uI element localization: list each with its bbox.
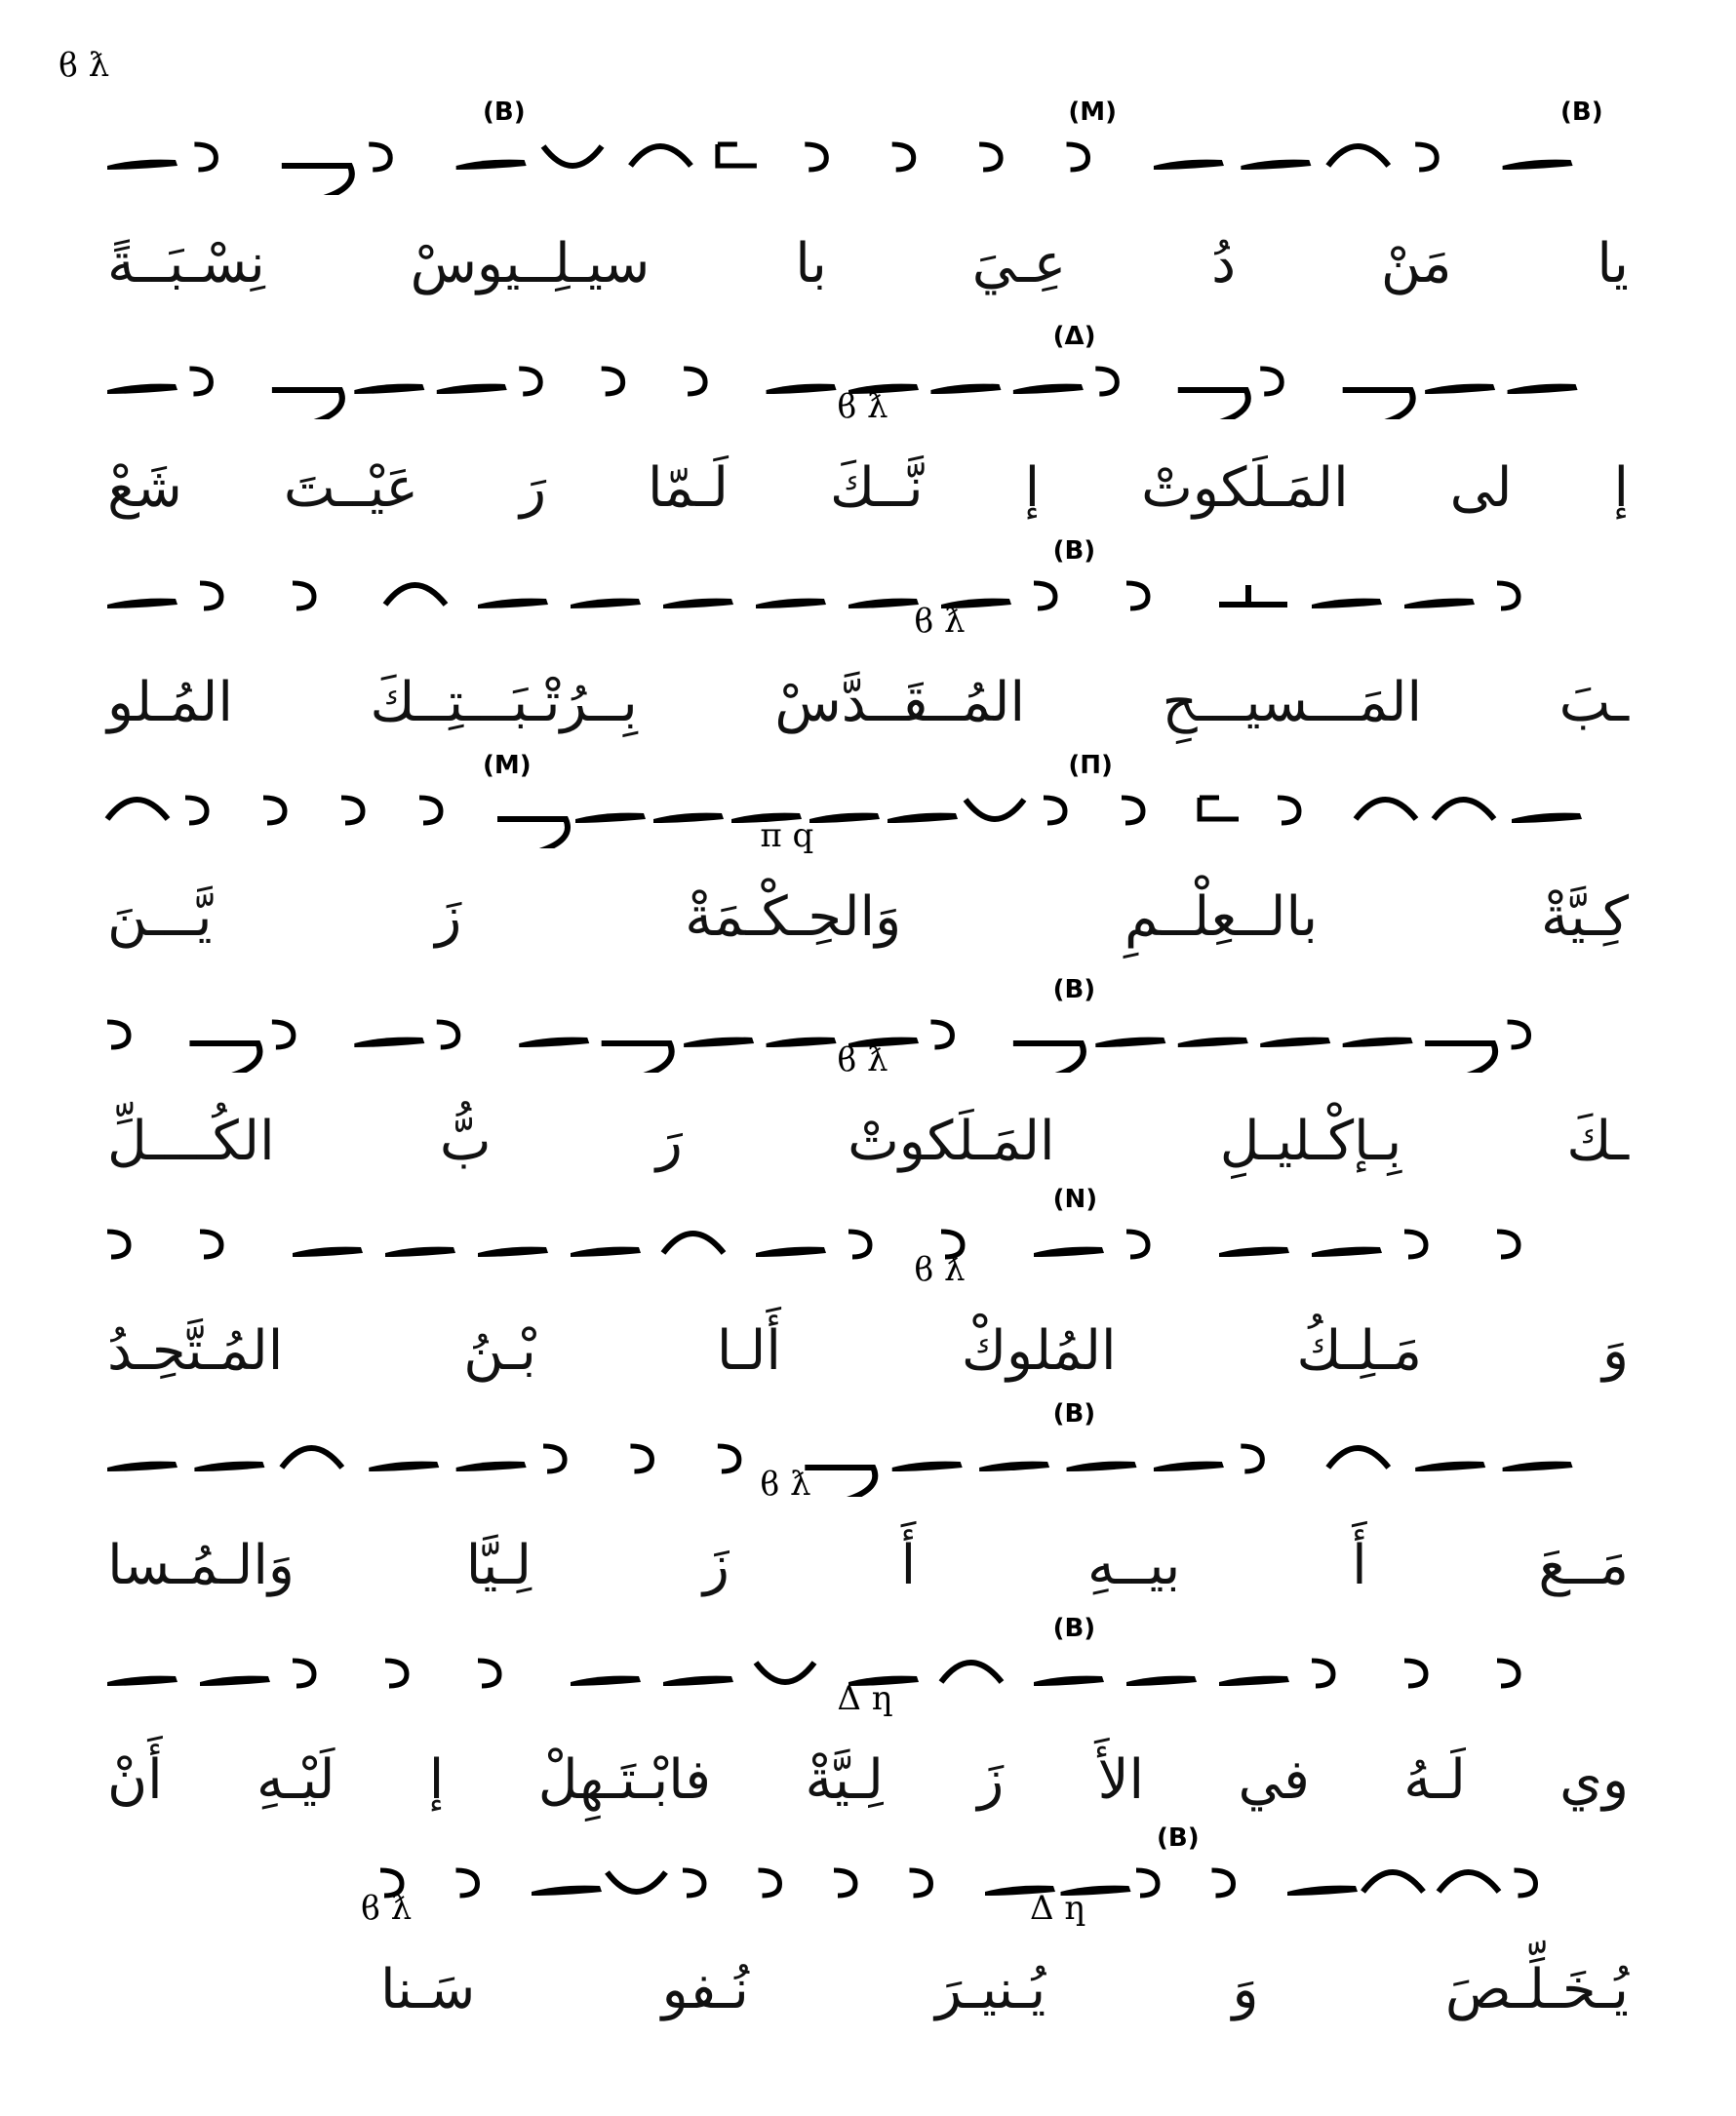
apostrophos-neume bbox=[1136, 1870, 1158, 1896]
apostrophos-neume bbox=[1508, 1022, 1529, 1047]
oligon-neume bbox=[571, 599, 641, 608]
lyric-syllable: وَ bbox=[1232, 1957, 1259, 2021]
apostrophos-neume bbox=[718, 1446, 739, 1471]
oligon-neume bbox=[1178, 1038, 1248, 1047]
chant-line bbox=[59, 20, 1638, 295]
apostrophos-neume bbox=[805, 144, 826, 170]
lyric-syllable: يُـخَـلِّـصَ bbox=[1444, 1957, 1629, 2021]
lyric-syllable: ـبَ bbox=[1558, 670, 1629, 734]
oligon-neume bbox=[663, 1676, 733, 1686]
oligon-neume bbox=[1013, 384, 1084, 394]
chant-line bbox=[98, 455, 1638, 734]
apostrophos-neume bbox=[200, 583, 221, 608]
lyric-syllable: لِـيَّا bbox=[465, 1533, 533, 1597]
petasti-neume bbox=[497, 819, 568, 848]
lyric-syllable: أَ bbox=[900, 1533, 917, 1597]
lyric-syllable: وَ bbox=[1601, 1318, 1629, 1383]
fthora-sign: π q bbox=[760, 816, 814, 855]
oligon-neume bbox=[385, 1247, 455, 1257]
oligon-neume bbox=[1287, 1886, 1358, 1896]
lyric-syllable: زَ bbox=[977, 1747, 1005, 1812]
lyric-syllable: بِــرُتْـبَـــتِــكَ bbox=[370, 670, 638, 734]
oligon-neume bbox=[767, 384, 837, 394]
apostrophos-neume bbox=[272, 1022, 294, 1047]
kentimata-neume bbox=[1439, 1872, 1499, 1892]
apostrophos-neume bbox=[341, 798, 363, 823]
fthora-sign: ϐ ƛ bbox=[914, 1250, 966, 1289]
lyric-syllable: أَنْ bbox=[107, 1747, 163, 1812]
oligon-neume bbox=[437, 384, 507, 394]
oligon-neume bbox=[1503, 160, 1573, 170]
oligon-neume bbox=[756, 599, 826, 608]
oligon-neume bbox=[369, 1462, 439, 1471]
oligon-neume bbox=[532, 1886, 602, 1896]
oligon-neume bbox=[1154, 160, 1224, 170]
apostrophos-neume bbox=[1404, 1232, 1426, 1257]
martyria-annotation: (M) bbox=[483, 751, 532, 780]
apostrophos-neume bbox=[630, 1446, 651, 1471]
lyric-syllable: نَّــكَ bbox=[829, 455, 924, 520]
apostrophos-neume bbox=[200, 1232, 221, 1257]
neume-row bbox=[98, 1195, 1638, 1282]
lyric-syllable: دُ bbox=[1211, 231, 1236, 295]
lyric-syllable: المَـلَكوتْ bbox=[1141, 455, 1349, 520]
oligon-neume bbox=[293, 1247, 363, 1257]
chant-line bbox=[98, 244, 1638, 520]
elaphron-neume bbox=[756, 1663, 814, 1682]
martyria-annotation: (B) bbox=[1052, 1614, 1096, 1643]
oligon-neume bbox=[1219, 1247, 1289, 1257]
apostrophos-neume bbox=[519, 369, 540, 394]
apostrophos-neume bbox=[1095, 369, 1117, 394]
apostrophos-neume bbox=[369, 144, 390, 170]
kentimata-neume bbox=[1356, 800, 1416, 819]
apostrophos-neume bbox=[189, 369, 211, 394]
oligon-neume bbox=[979, 1462, 1049, 1471]
oligon-neume bbox=[354, 384, 424, 394]
apostrophos-neume bbox=[293, 1661, 314, 1686]
fthora-sign: ϐ ƛ bbox=[59, 46, 110, 85]
apostrophos-neume bbox=[194, 144, 216, 170]
chant-line bbox=[361, 1745, 1638, 2021]
oligon-neume bbox=[194, 1462, 264, 1471]
elaphron-neume bbox=[543, 146, 602, 166]
kentimata-neume bbox=[1328, 146, 1389, 166]
lyric-syllable: في bbox=[1238, 1747, 1310, 1812]
lyric-syllable: المُــقَــدَّسْ bbox=[774, 670, 1026, 734]
neume-row bbox=[98, 107, 1638, 195]
oligon-neume bbox=[1508, 384, 1578, 394]
martyria-annotation: (B) bbox=[1560, 98, 1603, 127]
oligon-neume bbox=[1034, 1247, 1104, 1257]
lyric-syllable: أَلـا bbox=[716, 1318, 781, 1383]
martyria-annotation: (M) bbox=[1068, 98, 1118, 127]
oligon-neume bbox=[1404, 599, 1475, 608]
martyria-annotation: (N) bbox=[1052, 1185, 1098, 1214]
oligon-neume bbox=[930, 384, 1001, 394]
oligon-neume bbox=[848, 599, 919, 608]
apostrophos-neume bbox=[437, 1022, 458, 1047]
oligon-neume bbox=[1503, 1462, 1573, 1471]
lyric-syllable: إ bbox=[1613, 455, 1629, 520]
apostrophos-neume bbox=[1034, 583, 1055, 608]
oligon-neume bbox=[107, 384, 178, 394]
petasti-neume bbox=[282, 166, 352, 195]
martyria-annotation: (B) bbox=[1052, 975, 1096, 1004]
apostrophos-neume bbox=[293, 583, 314, 608]
apostrophos-neume bbox=[1515, 1870, 1536, 1896]
lyric-syllable: بالــعِلْــمِ bbox=[1124, 884, 1319, 949]
lyric-syllable: بيــهِ bbox=[1086, 1533, 1181, 1597]
lyric-syllable: يَّـــنَ bbox=[107, 884, 213, 949]
apostrophos-neume bbox=[263, 798, 285, 823]
apostrophos-neume bbox=[1241, 1446, 1262, 1471]
lyric-syllable: وي bbox=[1559, 1747, 1629, 1812]
oligon-neume bbox=[478, 599, 548, 608]
petasti-neume bbox=[189, 1043, 259, 1073]
oligon-neume bbox=[1067, 1462, 1137, 1471]
apostrophos-neume bbox=[1497, 1232, 1519, 1257]
lyric-syllable: سيـلِــيوسْ bbox=[410, 231, 651, 295]
martyria-annotation: (Π) bbox=[1068, 751, 1113, 780]
kentimata-neume bbox=[1434, 800, 1494, 819]
apostrophos-neume bbox=[1126, 583, 1148, 608]
lyric-syllable: بُّ bbox=[439, 1109, 492, 1173]
apostrophos-neume bbox=[892, 144, 914, 170]
ison-neume bbox=[1219, 585, 1287, 605]
oligon-neume bbox=[107, 599, 178, 608]
oligon-neume bbox=[107, 160, 178, 170]
lyric-syllable: إ bbox=[1024, 455, 1041, 520]
apostrophos-neume bbox=[478, 1661, 499, 1686]
lyric-syllable: نِسْـبَــةً bbox=[107, 231, 265, 295]
oligon-neume bbox=[1034, 1676, 1104, 1686]
oligon-neume bbox=[756, 1247, 826, 1257]
lyric-syllable: أَ bbox=[1352, 1533, 1367, 1597]
lyric-syllable: لَـمّا bbox=[648, 455, 729, 520]
fthora-sign: ϐ ƛ bbox=[760, 1465, 811, 1504]
chant-line bbox=[98, 1318, 1638, 1597]
apostrophos-neume bbox=[1404, 1661, 1426, 1686]
apostrophos-neume bbox=[759, 1870, 780, 1896]
oligon-neume bbox=[1425, 384, 1495, 394]
oligon-neume bbox=[456, 1462, 527, 1471]
kentimata-neume bbox=[941, 1663, 1002, 1682]
lyric-syllable: رَ bbox=[519, 455, 547, 520]
apostrophos-neume bbox=[1126, 1232, 1148, 1257]
lyric-syllable: لى bbox=[1449, 455, 1513, 520]
apostrophos-neume bbox=[684, 369, 705, 394]
petasti-neume bbox=[805, 1468, 875, 1497]
petasti-neume bbox=[602, 1043, 672, 1073]
oligon-neume bbox=[888, 813, 958, 823]
martyria-annotation: (B) bbox=[1052, 536, 1096, 566]
apostrophos-neume bbox=[107, 1022, 129, 1047]
petasti-neume bbox=[1013, 1043, 1084, 1073]
lyric-syllable: مَــعَ bbox=[1538, 1533, 1629, 1597]
fthora-sign: ϐ ƛ bbox=[361, 1889, 413, 1928]
lyric-syllable: بْـنُ bbox=[463, 1318, 536, 1383]
kentimata-neume bbox=[630, 146, 690, 166]
apostrophos-neume bbox=[1497, 1661, 1519, 1686]
apostrophos-neume bbox=[543, 1446, 565, 1471]
lyric-syllable: زَ bbox=[435, 884, 462, 949]
oligon-neume bbox=[1154, 1462, 1224, 1471]
oligon-neume bbox=[200, 1676, 270, 1686]
lyric-syllable: با bbox=[795, 231, 827, 295]
kentimata-neume bbox=[1328, 1448, 1389, 1468]
apostrophos-neume bbox=[1278, 798, 1299, 823]
oligon-neume bbox=[1415, 1462, 1485, 1471]
lyric-syllable: عَيْــتَ bbox=[283, 455, 418, 520]
oligon-neume bbox=[663, 599, 733, 608]
oligon-neume bbox=[653, 813, 724, 823]
fthora-sign: ϐ ƛ bbox=[914, 602, 966, 641]
oligon-neume bbox=[1312, 1247, 1382, 1257]
apostrophos-neume bbox=[419, 798, 441, 823]
oligon-neume bbox=[1095, 1038, 1165, 1047]
lyric-syllable: لَيْـهِ bbox=[256, 1747, 335, 1812]
oligon-neume bbox=[1512, 813, 1582, 823]
elaphron-neume bbox=[608, 1872, 666, 1892]
lyric-syllable: شَعْ bbox=[107, 455, 182, 520]
oligon-neume bbox=[1312, 599, 1382, 608]
oligon-neume bbox=[892, 1462, 963, 1471]
lyric-syllable: لَـهُ bbox=[1403, 1747, 1466, 1812]
kentimata-neume bbox=[282, 1448, 342, 1468]
apostrophos-neume bbox=[1497, 583, 1519, 608]
oligon-neume bbox=[575, 813, 646, 823]
apostrophos-neume bbox=[185, 798, 207, 823]
lyric-syllable: كِـيَّةْ bbox=[1541, 884, 1629, 949]
martyria-annotation: (Δ) bbox=[1052, 322, 1096, 351]
oligon-neume bbox=[456, 160, 527, 170]
lyric-syllable: الكُــــلِّ bbox=[107, 1109, 275, 1173]
apostrophos-neume bbox=[979, 144, 1001, 170]
neume-row bbox=[98, 1409, 1638, 1497]
petasti-neume bbox=[1343, 390, 1413, 419]
lyric-syllable: يا bbox=[1597, 231, 1629, 295]
lyric-syllable: عِـيَ bbox=[971, 231, 1067, 295]
lyric-syllable: مَـلِـكُ bbox=[1296, 1318, 1422, 1383]
fthora-sign: Δ ƞ bbox=[1030, 1889, 1086, 1928]
oligon-neume bbox=[107, 1462, 178, 1471]
lyric-syllable: يُـنيـرَ bbox=[935, 1957, 1046, 2021]
apostrophos-neume bbox=[1260, 369, 1282, 394]
oligon-neume bbox=[519, 1038, 589, 1047]
oligon-neume bbox=[1219, 1676, 1289, 1686]
petasti-neume bbox=[1178, 390, 1248, 419]
oligon-neume bbox=[478, 1247, 548, 1257]
apostrophos-neume bbox=[1067, 144, 1088, 170]
chant-line bbox=[98, 1107, 1638, 1383]
lyric-syllable: ـكَ bbox=[1566, 1109, 1629, 1173]
lyric-syllable: مَنْ bbox=[1380, 231, 1452, 295]
apostrophos-neume bbox=[834, 1870, 855, 1896]
oligon-neume bbox=[571, 1676, 641, 1686]
lyric-syllable: المَـلَكوتْ bbox=[848, 1109, 1055, 1173]
lyric-syllable: فابْـتَـهِلْ bbox=[537, 1747, 712, 1812]
apostrophos-neume bbox=[1212, 1870, 1234, 1896]
apostrophos-neume bbox=[1122, 798, 1143, 823]
apostrophos-neume bbox=[107, 1232, 129, 1257]
fthora-sign: ϐ ƛ bbox=[837, 1040, 888, 1079]
oligon-neume bbox=[1343, 1038, 1413, 1047]
lyric-syllable: بِـإكْـليـلِ bbox=[1219, 1109, 1402, 1173]
neume-row bbox=[98, 761, 1638, 848]
apostrophos-neume bbox=[1312, 1661, 1333, 1686]
lyric-syllable: إ bbox=[428, 1747, 445, 1812]
apostrophos-neume bbox=[910, 1870, 931, 1896]
oligon-neume bbox=[1126, 1676, 1197, 1686]
kentimata-neume bbox=[107, 800, 168, 819]
lyric-syllable: وَالـمُـسا bbox=[107, 1533, 295, 1597]
lyric-syllable: المُـلو bbox=[107, 670, 233, 734]
kentimata-neume bbox=[385, 585, 446, 605]
martyria-annotation: (B) bbox=[483, 98, 526, 127]
oligon-neume bbox=[354, 1038, 424, 1047]
oligon-neume bbox=[767, 1038, 837, 1047]
martyria-annotation: (B) bbox=[1157, 1823, 1200, 1853]
neume-row bbox=[98, 546, 1638, 634]
lyric-syllable: المُلوكْ bbox=[961, 1318, 1117, 1383]
oligon-neume bbox=[1260, 1038, 1330, 1047]
lyric-syllable: سَـنا bbox=[380, 1957, 476, 2021]
chant-line bbox=[98, 897, 1638, 1173]
lyric-syllable: نُـفو bbox=[661, 1957, 749, 2021]
apostrophos-neume bbox=[1415, 144, 1437, 170]
elaphron-neume bbox=[966, 800, 1024, 819]
martyria-annotation: (B) bbox=[1052, 1399, 1096, 1429]
kentimata-neume bbox=[663, 1234, 724, 1253]
lyric-syllable: زَ bbox=[702, 1533, 730, 1597]
apostrophos-neume bbox=[1044, 798, 1065, 823]
oligon-neume bbox=[1241, 160, 1311, 170]
lyric-row bbox=[380, 1940, 1629, 2038]
chant-line bbox=[98, 670, 1638, 949]
oligon-neume bbox=[571, 1247, 641, 1257]
apostrophos-neume bbox=[602, 369, 623, 394]
oligon-neume bbox=[809, 813, 880, 823]
chant-line bbox=[98, 1533, 1638, 1812]
lyric-syllable: الأَ bbox=[1097, 1747, 1145, 1812]
petasti-neume bbox=[1425, 1043, 1495, 1073]
apostrophos-neume bbox=[456, 1870, 478, 1896]
lyric-syllable: المُـتَّحِـدُ bbox=[107, 1318, 284, 1383]
gorgon-neume bbox=[718, 144, 757, 166]
kentimata-neume bbox=[1363, 1872, 1424, 1892]
lyric-syllable: رَ bbox=[655, 1109, 683, 1173]
fthora-sign: Δ ƞ bbox=[837, 1679, 893, 1718]
apostrophos-neume bbox=[385, 1661, 407, 1686]
lyric-syllable: المَـــسيـــحِ bbox=[1162, 670, 1423, 734]
fthora-sign: ϐ ƛ bbox=[837, 387, 888, 426]
oligon-neume bbox=[107, 1676, 178, 1686]
lyric-syllable: وَالحِـكْـمَةْ bbox=[685, 884, 902, 949]
oligon-neume bbox=[684, 1038, 754, 1047]
apostrophos-neume bbox=[848, 1232, 870, 1257]
apostrophos-neume bbox=[930, 1022, 952, 1047]
gorgon-neume bbox=[1200, 798, 1239, 819]
lyric-syllable: لِـيَّةْ bbox=[805, 1747, 884, 1812]
petasti-neume bbox=[272, 390, 342, 419]
apostrophos-neume bbox=[683, 1870, 704, 1896]
